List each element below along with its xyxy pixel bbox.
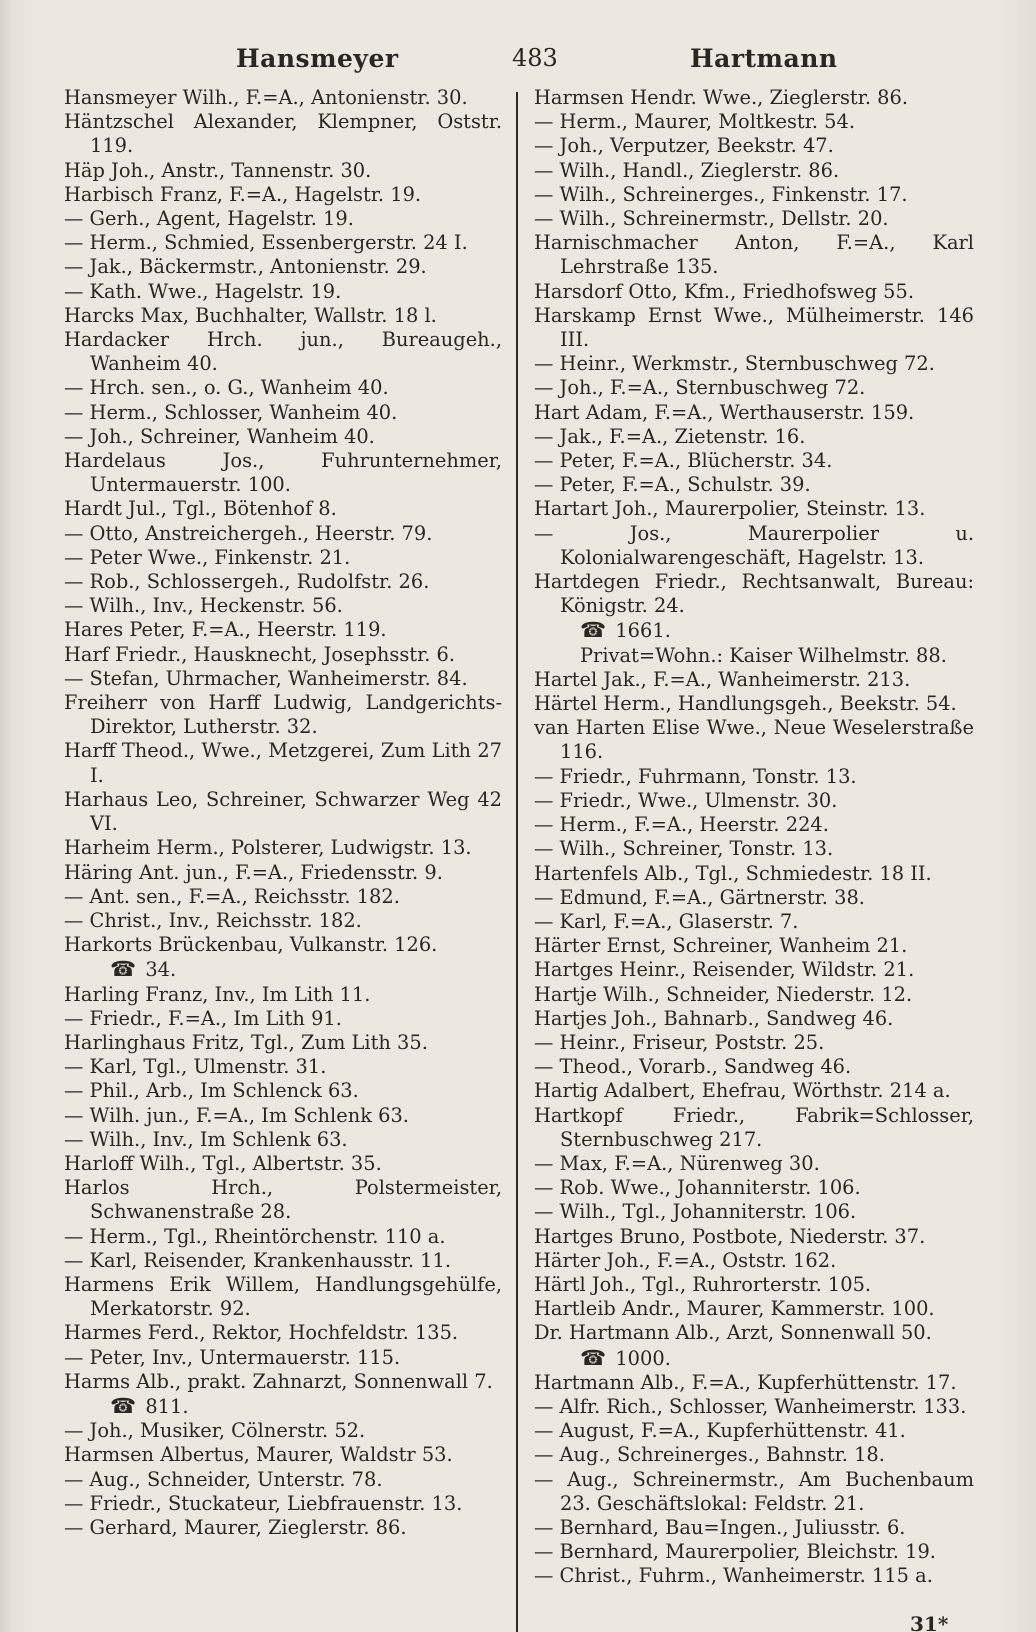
directory-entry: — Karl, Tgl., Ulmenstr. 31. — [64, 1055, 327, 1079]
directory-entry: Harbisch Franz, F.=A., Hagelstr. 19. — [64, 182, 422, 206]
directory-entry: — Max, F.=A., Nürenweg 30. — [534, 1151, 820, 1175]
directory-entry: — Jak., Bäckermstr., Antonienstr. 29. — [64, 255, 427, 279]
directory-entry: Harnischmacher Anton, F.=A., Karl Lehrstraße 135. — [534, 231, 974, 279]
telephone-icon: ☎ — [110, 957, 136, 982]
directory-entry: Hartleib Andr., Maurer, Kammerstr. 100. — [534, 1297, 935, 1321]
phone-number-line — [534, 618, 974, 643]
right-column — [534, 86, 974, 1589]
directory-entry: — Wilh., Schreinermstr., Dellstr. 20. — [534, 207, 889, 231]
directory-entry: Hardacker Hrch. jun., Bureaugeh., Wanheim 40. — [64, 328, 502, 376]
directory-entry: Harkorts Brückenbau, Vulkanstr. 126. — [64, 933, 438, 957]
directory-entry: Hartges Bruno, Postbote, Niederstr. 37. — [534, 1224, 926, 1248]
directory-entry: Hartkopf Friedr., Fabrik=Schlosser, Sternbuschweg 217. — [534, 1103, 974, 1151]
directory-entry: Hartmann Alb., F.=A., Kupferhüttenstr. 17. — [534, 1370, 957, 1394]
directory-entry: Hardt Jul., Tgl., Bötenhof 8. — [64, 497, 337, 521]
directory-entry: — Friedr., Wwe., Ulmenstr. 30. — [534, 788, 838, 812]
directory-entry: — Wilh. jun., F.=A., Im Schlenk 63. — [64, 1103, 409, 1127]
directory-entry: Hardelaus Jos., Fuhrunternehmer, Untermauerstr. 100. — [64, 449, 502, 497]
directory-entry: Harff Theod., Wwe., Metzgerei, Zum Lith 27 I. — [64, 739, 502, 787]
directory-entry: — Christ., Inv., Reichsstr. 182. — [64, 908, 362, 932]
directory-entry: Harmes Ferd., Rektor, Hochfeldstr. 135. — [64, 1321, 459, 1345]
directory-entry: — Hrch. sen., o. G., Wanheim 40. — [64, 376, 389, 400]
directory-entry: Harmens Erik Willem, Handlungsgehülfe, Merkatorstr. 92. — [64, 1272, 502, 1321]
directory-entry: — Heinr., Werkmstr., Sternbuschweg 72. — [534, 352, 935, 376]
directory-entry: — Aug., Schreinerges., Bahnstr. 18. — [534, 1443, 885, 1467]
directory-entry: — Otto, Anstreichergeh., Heerstr. 79. — [64, 521, 433, 545]
directory-entry: — Wilh., Inv., Im Schlenk 63. — [64, 1127, 348, 1151]
directory-entry: Härter Ernst, Schreiner, Wanheim 21. — [534, 934, 908, 958]
directory-entry: — Karl, F.=A., Glaserstr. 7. — [534, 909, 799, 933]
directory-entry: — Peter Wwe., Finkenstr. 21. — [64, 545, 351, 569]
directory-entry: Hansmeyer Wilh., F.=A., Antonienstr. 30. — [64, 86, 468, 109]
sheet-signature: 31* — [910, 1612, 949, 1632]
directory-entry: — Rob., Schlossergeh., Rudolfstr. 26. — [64, 570, 430, 594]
phone-number-line — [534, 1346, 974, 1371]
directory-entry: — Gerh., Agent, Hagelstr. 19. — [64, 207, 354, 231]
directory-entry: — Bernhard, Maurerpolier, Bleichstr. 19. — [534, 1540, 936, 1564]
directory-entry: — Christ., Fuhrm., Wanheimerstr. 115 a. — [534, 1564, 933, 1588]
directory-entry: Harling Franz, Inv., Im Lith 11. — [64, 982, 371, 1006]
directory-entry: Harlinghaus Fritz, Tgl., Zum Lith 35. — [64, 1030, 428, 1054]
directory-entry: Hartig Adalbert, Ehefrau, Wörthstr. 214 a. — [534, 1079, 951, 1103]
left-entry-list — [64, 983, 502, 1394]
directory-entry: — Friedr., F.=A., Im Lith 91. — [64, 1006, 342, 1030]
directory-entry: — Bernhard, Bau=Ingen., Juliusstr. 6. — [534, 1515, 906, 1539]
directory-entry: — Ant. sen., F.=A., Reichsstr. 182. — [64, 884, 400, 908]
directory-entry: — Friedr., Fuhrmann, Tonstr. 13. — [534, 764, 857, 788]
directory-entry: — Karl, Reisender, Krankenhausstr. 11. — [64, 1248, 451, 1272]
directory-entry: Freiherr von Harff Ludwig, Landgerichts-Direktor, Lutherstr. 32. — [64, 691, 502, 739]
directory-entry: — Wilh., Schreinerges., Finkenstr. 17. — [534, 182, 908, 206]
directory-entry: Hartje Wilh., Schneider, Niederstr. 12. — [534, 982, 913, 1006]
directory-entry: Harmsen Hendr. Wwe., Zieglerstr. 86. — [534, 86, 909, 109]
private-address-line: Privat=Wohn.: Kaiser Wilhelmstr. 88. — [580, 643, 947, 667]
directory-entry: — Kath. Wwe., Hagelstr. 19. — [64, 279, 342, 303]
page-number: 483 — [512, 44, 558, 72]
directory-entry: Harheim Herm., Polsterer, Ludwigstr. 13. — [64, 836, 472, 860]
directory-entry: Häntzschel Alexander, Klempner, Oststr. 119. — [64, 110, 502, 158]
directory-entry: — Aug., Schneider, Unterstr. 78. — [64, 1467, 383, 1491]
directory-entry: Harskamp Ernst Wwe., Mülheimerstr. 146 III. — [534, 303, 974, 352]
directory-entry: — Peter, F.=A., Blücherstr. 34. — [534, 449, 833, 473]
phone-number: 1661. — [615, 619, 671, 643]
page-header — [60, 44, 1016, 84]
header-right-keyword: Hartmann — [690, 44, 838, 73]
directory-entry: — Joh., F.=A., Sternbuschweg 72. — [534, 376, 866, 400]
directory-entry: — Joh., Musiker, Cölnerstr. 52. — [64, 1419, 366, 1443]
right-entry-list — [534, 86, 974, 618]
directory-entry: — Herm., Schlosser, Wanheim 40. — [64, 400, 398, 424]
header-left-keyword: Hansmeyer — [236, 44, 399, 73]
phone-number: 1000. — [615, 1346, 671, 1370]
directory-entry: — Wilh., Inv., Heckenstr. 56. — [64, 594, 343, 618]
directory-entry: Hartenfels Alb., Tgl., Schmiedestr. 18 II. — [534, 861, 932, 885]
directory-entry: — Peter, F.=A., Schulstr. 39. — [534, 473, 811, 497]
phone-number-line — [64, 957, 502, 982]
directory-entry: Hartjes Joh., Bahnarb., Sandweg 46. — [534, 1006, 894, 1030]
directory-entry: Hares Peter, F.=A., Heerstr. 119. — [64, 618, 387, 642]
directory-entry: — Heinr., Friseur, Poststr. 25. — [534, 1030, 825, 1054]
right-entry-list — [534, 1371, 974, 1589]
directory-entry: — Joh., Verputzer, Beekstr. 47. — [534, 134, 834, 158]
directory-entry: Harmsen Albertus, Maurer, Waldstr 53. — [64, 1443, 453, 1467]
directory-entry: — August, F.=A., Kupferhüttenstr. 41. — [534, 1419, 906, 1443]
directory-entry: van Harten Elise Wwe., Neue Weselerstraße 116. — [534, 716, 974, 764]
directory-entry: — Wilh., Handl., Zieglerstr. 86. — [534, 158, 840, 182]
telephone-icon: ☎ — [110, 1393, 136, 1418]
directory-entry: Härter Joh., F.=A., Oststr. 162. — [534, 1248, 837, 1272]
directory-entry: — Herm., Tgl., Rheintörchenstr. 110 a. — [64, 1224, 446, 1248]
directory-entry: — Edmund, F.=A., Gärtnerstr. 38. — [534, 885, 865, 909]
left-entry-list — [64, 1419, 502, 1540]
directory-entry: Härtl Joh., Tgl., Ruhrorterstr. 105. — [534, 1272, 872, 1296]
directory-entry: — Theod., Vorarb., Sandweg 46. — [534, 1055, 852, 1079]
directory-entry: — Jos., Maurerpolier u. Kolonialwarengeschäft, Hagelstr. 13. — [534, 521, 974, 569]
phone-number-line — [64, 1394, 502, 1419]
directory-entry: — Jak., F.=A., Zietenstr. 16. — [534, 424, 806, 448]
directory-entry: — Joh., Schreiner, Wanheim 40. — [64, 424, 375, 448]
directory-entry: — Herm., F.=A., Heerstr. 224. — [534, 813, 829, 837]
directory-entry: — Wilh., Tgl., Johanniterstr. 106. — [534, 1200, 857, 1224]
directory-entry: — Friedr., Stuckateur, Liebfrauenstr. 13. — [64, 1491, 463, 1515]
directory-entry: — Herm., Schmied, Essenbergerstr. 24 I. — [64, 231, 468, 255]
phone-number: 811. — [145, 1394, 189, 1418]
directory-entry: — Peter, Inv., Untermauerstr. 115. — [64, 1345, 401, 1369]
telephone-icon: ☎ — [580, 1345, 606, 1370]
directory-entry: Härtel Herm., Handlungsgeh., Beekstr. 54. — [534, 692, 957, 716]
column-divider — [516, 92, 518, 1632]
directory-entry: Häring Ant. jun., F.=A., Friedensstr. 9. — [64, 860, 443, 884]
directory-entry: Harf Friedr., Hausknecht, Josephsstr. 6. — [64, 642, 456, 666]
directory-entry: Harhaus Leo, Schreiner, Schwarzer Weg 42 VI. — [64, 787, 502, 836]
directory-entry: — Aug., Schreinermstr., Am Buchenbaum 23. Geschäftslokal: Feldstr. 21. — [534, 1467, 974, 1515]
directory-entry: — Gerhard, Maurer, Zieglerstr. 86. — [64, 1515, 407, 1539]
phone-number: 34. — [145, 958, 177, 982]
directory-entry: Hartart Joh., Maurerpolier, Steinstr. 13. — [534, 497, 926, 521]
left-entry-list — [64, 86, 502, 957]
right-entry-list — [534, 668, 974, 1346]
directory-entry: — Alfr. Rich., Schlosser, Wanheimerstr. 133. — [534, 1394, 967, 1418]
directory-entry: Harsdorf Otto, Kfm., Friedhofsweg 55. — [534, 279, 915, 303]
directory-entry: Hartdegen Friedr., Rechtsanwalt, Bureau: Königstr. 24. — [534, 570, 974, 618]
directory-entry: — Wilh., Schreiner, Tonstr. 13. — [534, 837, 834, 861]
directory-entry: Harcks Max, Buchhalter, Wallstr. 18 l. — [64, 303, 437, 327]
directory-entry: Hartges Heinr., Reisender, Wildstr. 21. — [534, 958, 915, 982]
directory-entry: Hartel Jak., F.=A., Wanheimerstr. 213. — [534, 667, 911, 691]
directory-entry: Hart Adam, F.=A., Werthauserstr. 159. — [534, 400, 915, 424]
directory-entry: Häp Joh., Anstr., Tannenstr. 30. — [64, 158, 372, 182]
left-column — [64, 86, 502, 1540]
directory-entry: — Phil., Arb., Im Schlenck 63. — [64, 1079, 359, 1103]
directory-entry: — Herm., Maurer, Moltkestr. 54. — [534, 110, 855, 134]
directory-entry: — Stefan, Uhrmacher, Wanheimerstr. 84. — [64, 666, 468, 690]
directory-entry: Dr. Hartmann Alb., Arzt, Sonnenwall 50. — [534, 1321, 932, 1345]
directory-entry: — Rob. Wwe., Johanniterstr. 106. — [534, 1176, 861, 1200]
directory-entry: Harms Alb., prakt. Zahnarzt, Sonnenwall 7. — [64, 1369, 493, 1393]
directory-entry: Harloff Wilh., Tgl., Albertstr. 35. — [64, 1151, 382, 1175]
directory-entry: Harlos Hrch., Polstermeister, Schwanenstraße 28. — [64, 1176, 502, 1224]
telephone-icon: ☎ — [580, 618, 606, 643]
